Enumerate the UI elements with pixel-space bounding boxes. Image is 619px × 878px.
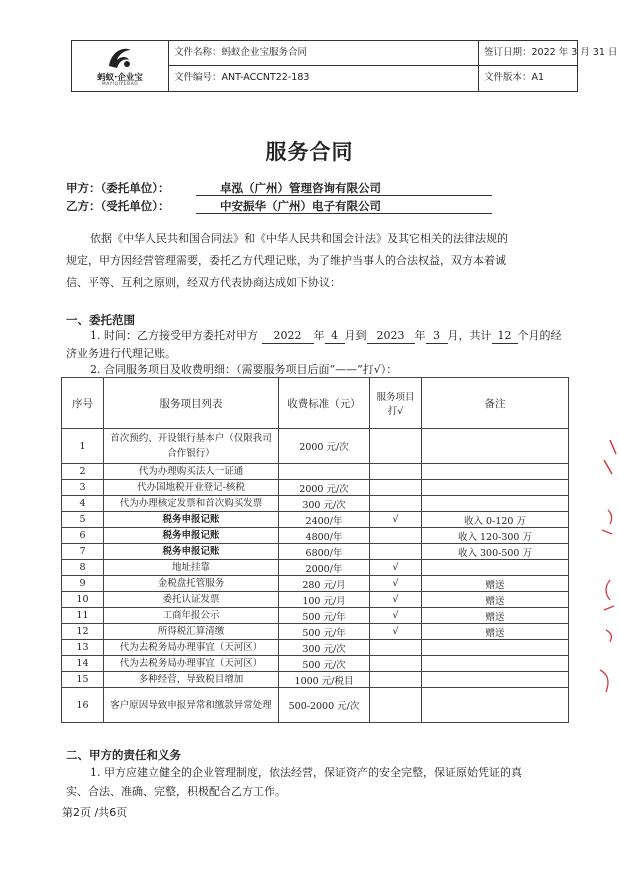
intro-line-1: 依据《中华人民共和国合同法》和《中华人民共和国会计法》及其它相关的法律法规的 bbox=[90, 232, 508, 245]
table-row bbox=[62, 464, 569, 480]
term-text-1: 1. 时间：乙方接受甲方委托对甲方 bbox=[90, 329, 258, 342]
fee: 500 元/年 bbox=[279, 608, 370, 624]
start-year: 2022 bbox=[262, 328, 314, 344]
table-row bbox=[62, 512, 569, 528]
page-title: 服务合同 bbox=[265, 140, 354, 164]
page-number: 第2页 /共6页 bbox=[62, 806, 128, 819]
note bbox=[422, 688, 569, 723]
section-2-line-2: 实、合法、准确、完整，积极配合乙方工作。 bbox=[66, 785, 286, 798]
note: 收入 0-120 万 bbox=[422, 512, 569, 528]
check-mark bbox=[370, 672, 422, 688]
row-number: 10 bbox=[62, 592, 104, 608]
check-mark bbox=[370, 688, 422, 723]
check-mark bbox=[370, 640, 422, 656]
intro-line-3: 信、平等、互利之原则，经双方代表协商达成如下协议： bbox=[66, 276, 341, 289]
table-row bbox=[62, 560, 569, 576]
check-mark bbox=[370, 429, 422, 464]
term-text-year1: 年 bbox=[313, 329, 325, 342]
fee: 300 元/次 bbox=[279, 496, 370, 512]
col-header-check: 服务项目打√ bbox=[370, 378, 422, 429]
note bbox=[422, 480, 569, 496]
col-header-fee: 收费标准（元） bbox=[279, 378, 370, 429]
fee: 300 元/次 bbox=[279, 640, 370, 656]
service-item: 代为去税务局办理事宜（天河区） bbox=[104, 656, 279, 672]
check-mark bbox=[370, 656, 422, 672]
note bbox=[422, 464, 569, 480]
service-item: 首次预约、开设银行基本户（仅限我司合作银行） bbox=[104, 429, 279, 464]
total-months: 12 bbox=[492, 328, 518, 344]
check-mark: √ bbox=[370, 592, 422, 608]
intro-line-2: 规定，甲方因经营管理需要，委托乙方代理记账，为了维护当事人的合法权益，双方本着诚 bbox=[66, 254, 506, 267]
note: 赠送 bbox=[422, 576, 569, 592]
table-row bbox=[62, 592, 569, 608]
party-b-underline bbox=[196, 213, 492, 214]
table-row bbox=[62, 688, 569, 723]
table-row bbox=[62, 624, 569, 640]
sign-date: 签订日期：2022 年 3 月 31 日 bbox=[484, 47, 618, 58]
end-month: 3 bbox=[426, 328, 448, 344]
term-line-2: 济业务进行代理记账。 bbox=[66, 347, 176, 360]
party-a-label: 甲方：（委托单位）： bbox=[66, 181, 170, 195]
note bbox=[422, 560, 569, 576]
check-mark bbox=[370, 464, 422, 480]
note: 赠送 bbox=[422, 624, 569, 640]
service-list-intro: 2. 合同服务项目及收费明细：（需要服务项目后面“——”打√）： bbox=[90, 363, 398, 376]
table-row bbox=[62, 528, 569, 544]
table-row bbox=[62, 640, 569, 656]
row-number: 12 bbox=[62, 624, 104, 640]
section-1-title: 一、委托范围 bbox=[66, 313, 135, 327]
term-text-end: 个月的经 bbox=[517, 329, 562, 342]
row-number: 13 bbox=[62, 640, 104, 656]
term-text-to: 月到 bbox=[344, 329, 367, 342]
table-row bbox=[62, 576, 569, 592]
fee: 2000 元/次 bbox=[279, 429, 370, 464]
service-item: 客户原因导致申报异常和缴款异常处理 bbox=[104, 688, 279, 723]
term-text-year2: 年 bbox=[414, 329, 426, 342]
term-text-total: 月，共计 bbox=[447, 329, 492, 342]
note bbox=[422, 656, 569, 672]
fee: 500 元/次 bbox=[279, 656, 370, 672]
row-number: 15 bbox=[62, 672, 104, 688]
brand-sub: MAYIQIYEBAO bbox=[101, 82, 139, 87]
fee: 500 元/年 bbox=[279, 624, 370, 640]
end-year: 2023 bbox=[367, 328, 415, 344]
col-header-no: 序号 bbox=[62, 378, 104, 429]
row-number: 5 bbox=[62, 512, 104, 528]
fee: 2400/年 bbox=[279, 512, 370, 528]
note bbox=[422, 496, 569, 512]
section-2-line-1: 1. 甲方应建立健全的企业管理制度，依法经营，保证资产的安全完整，保证原始凭证的真 bbox=[90, 766, 522, 779]
service-item: 地址挂靠 bbox=[104, 560, 279, 576]
note bbox=[422, 429, 569, 464]
service-item: 所得税汇算清缴 bbox=[104, 624, 279, 640]
service-item: 代为办理核定发票和首次购买发票 bbox=[104, 496, 279, 512]
fee: 500-2000 元/次 bbox=[279, 688, 370, 723]
fee: 280 元/月 bbox=[279, 576, 370, 592]
fee: 1000 元/税目 bbox=[279, 672, 370, 688]
service-item: 代办国地税开业登记-核税 bbox=[104, 480, 279, 496]
row-number: 7 bbox=[62, 544, 104, 560]
doc-number: 文件编号：ANT-ACCNT22-183 bbox=[174, 72, 310, 83]
note: 赠送 bbox=[422, 592, 569, 608]
row-number: 2 bbox=[62, 464, 104, 480]
check-mark: √ bbox=[370, 624, 422, 640]
party-a-name: 卓泓（广州）管理咨询有限公司 bbox=[220, 181, 381, 195]
party-b-label: 乙方：（受托单位）： bbox=[66, 199, 170, 213]
table-row bbox=[62, 656, 569, 672]
fee: 4800/年 bbox=[279, 528, 370, 544]
check-mark bbox=[370, 528, 422, 544]
fee: 6800/年 bbox=[279, 544, 370, 560]
check-mark: √ bbox=[370, 608, 422, 624]
row-number: 1 bbox=[62, 429, 104, 464]
start-month: 4 bbox=[325, 328, 345, 344]
table-row bbox=[62, 544, 569, 560]
service-item: 多种经营，导致税目增加 bbox=[104, 672, 279, 688]
service-item: 税务申报记账 bbox=[104, 544, 279, 560]
service-item: 代为去税务局办理事宜（天河区） bbox=[104, 640, 279, 656]
row-number: 9 bbox=[62, 576, 104, 592]
service-item: 税务申报记账 bbox=[104, 512, 279, 528]
doc-version: 文件版本：A1 bbox=[484, 72, 545, 83]
check-mark: √ bbox=[370, 576, 422, 592]
party-a-underline bbox=[196, 195, 492, 196]
table-row bbox=[62, 496, 569, 512]
party-b-name: 中安振华（广州）电子有限公司 bbox=[220, 199, 381, 213]
col-header-note: 备注 bbox=[422, 378, 569, 429]
table-header-row bbox=[62, 378, 569, 429]
row-number: 4 bbox=[62, 496, 104, 512]
note: 收入 300-500 万 bbox=[422, 544, 569, 560]
check-mark bbox=[370, 496, 422, 512]
service-item: 税务申报记账 bbox=[104, 528, 279, 544]
fee: 2000 元/次 bbox=[279, 480, 370, 496]
check-mark: √ bbox=[370, 512, 422, 528]
fee bbox=[279, 464, 370, 480]
seal-stamp-edge bbox=[590, 430, 619, 710]
row-number: 8 bbox=[62, 560, 104, 576]
brand-name: 蚂蚁·企业宝 bbox=[97, 73, 143, 83]
service-item: 工商年报公示 bbox=[104, 608, 279, 624]
service-item: 金税盘托管服务 bbox=[104, 576, 279, 592]
fee: 2000/年 bbox=[279, 560, 370, 576]
note bbox=[422, 640, 569, 656]
check-mark bbox=[370, 480, 422, 496]
note: 赠送 bbox=[422, 608, 569, 624]
section-2-title: 二、甲方的责任和义务 bbox=[66, 748, 181, 762]
row-number: 6 bbox=[62, 528, 104, 544]
service-item: 委托认证发票 bbox=[104, 592, 279, 608]
table-row bbox=[62, 608, 569, 624]
service-item: 代为办理购买法人一证通 bbox=[104, 464, 279, 480]
table-row bbox=[62, 672, 569, 688]
fee: 100 元/月 bbox=[279, 592, 370, 608]
row-number: 11 bbox=[62, 608, 104, 624]
check-mark: √ bbox=[370, 560, 422, 576]
row-number: 3 bbox=[62, 480, 104, 496]
ant-logo-icon bbox=[105, 44, 135, 71]
logo bbox=[72, 41, 169, 91]
note bbox=[422, 672, 569, 688]
document-header bbox=[71, 40, 618, 92]
service-table bbox=[61, 377, 569, 723]
row-number: 16 bbox=[62, 688, 104, 723]
doc-name: 文件名称：蚂蚁企业宝服务合同 bbox=[174, 47, 308, 58]
check-mark bbox=[370, 544, 422, 560]
table-row bbox=[62, 429, 569, 464]
col-header-item: 服务项目列表 bbox=[104, 378, 279, 429]
table-row bbox=[62, 480, 569, 496]
note: 收入 120-300 万 bbox=[422, 528, 569, 544]
row-number: 14 bbox=[62, 656, 104, 672]
